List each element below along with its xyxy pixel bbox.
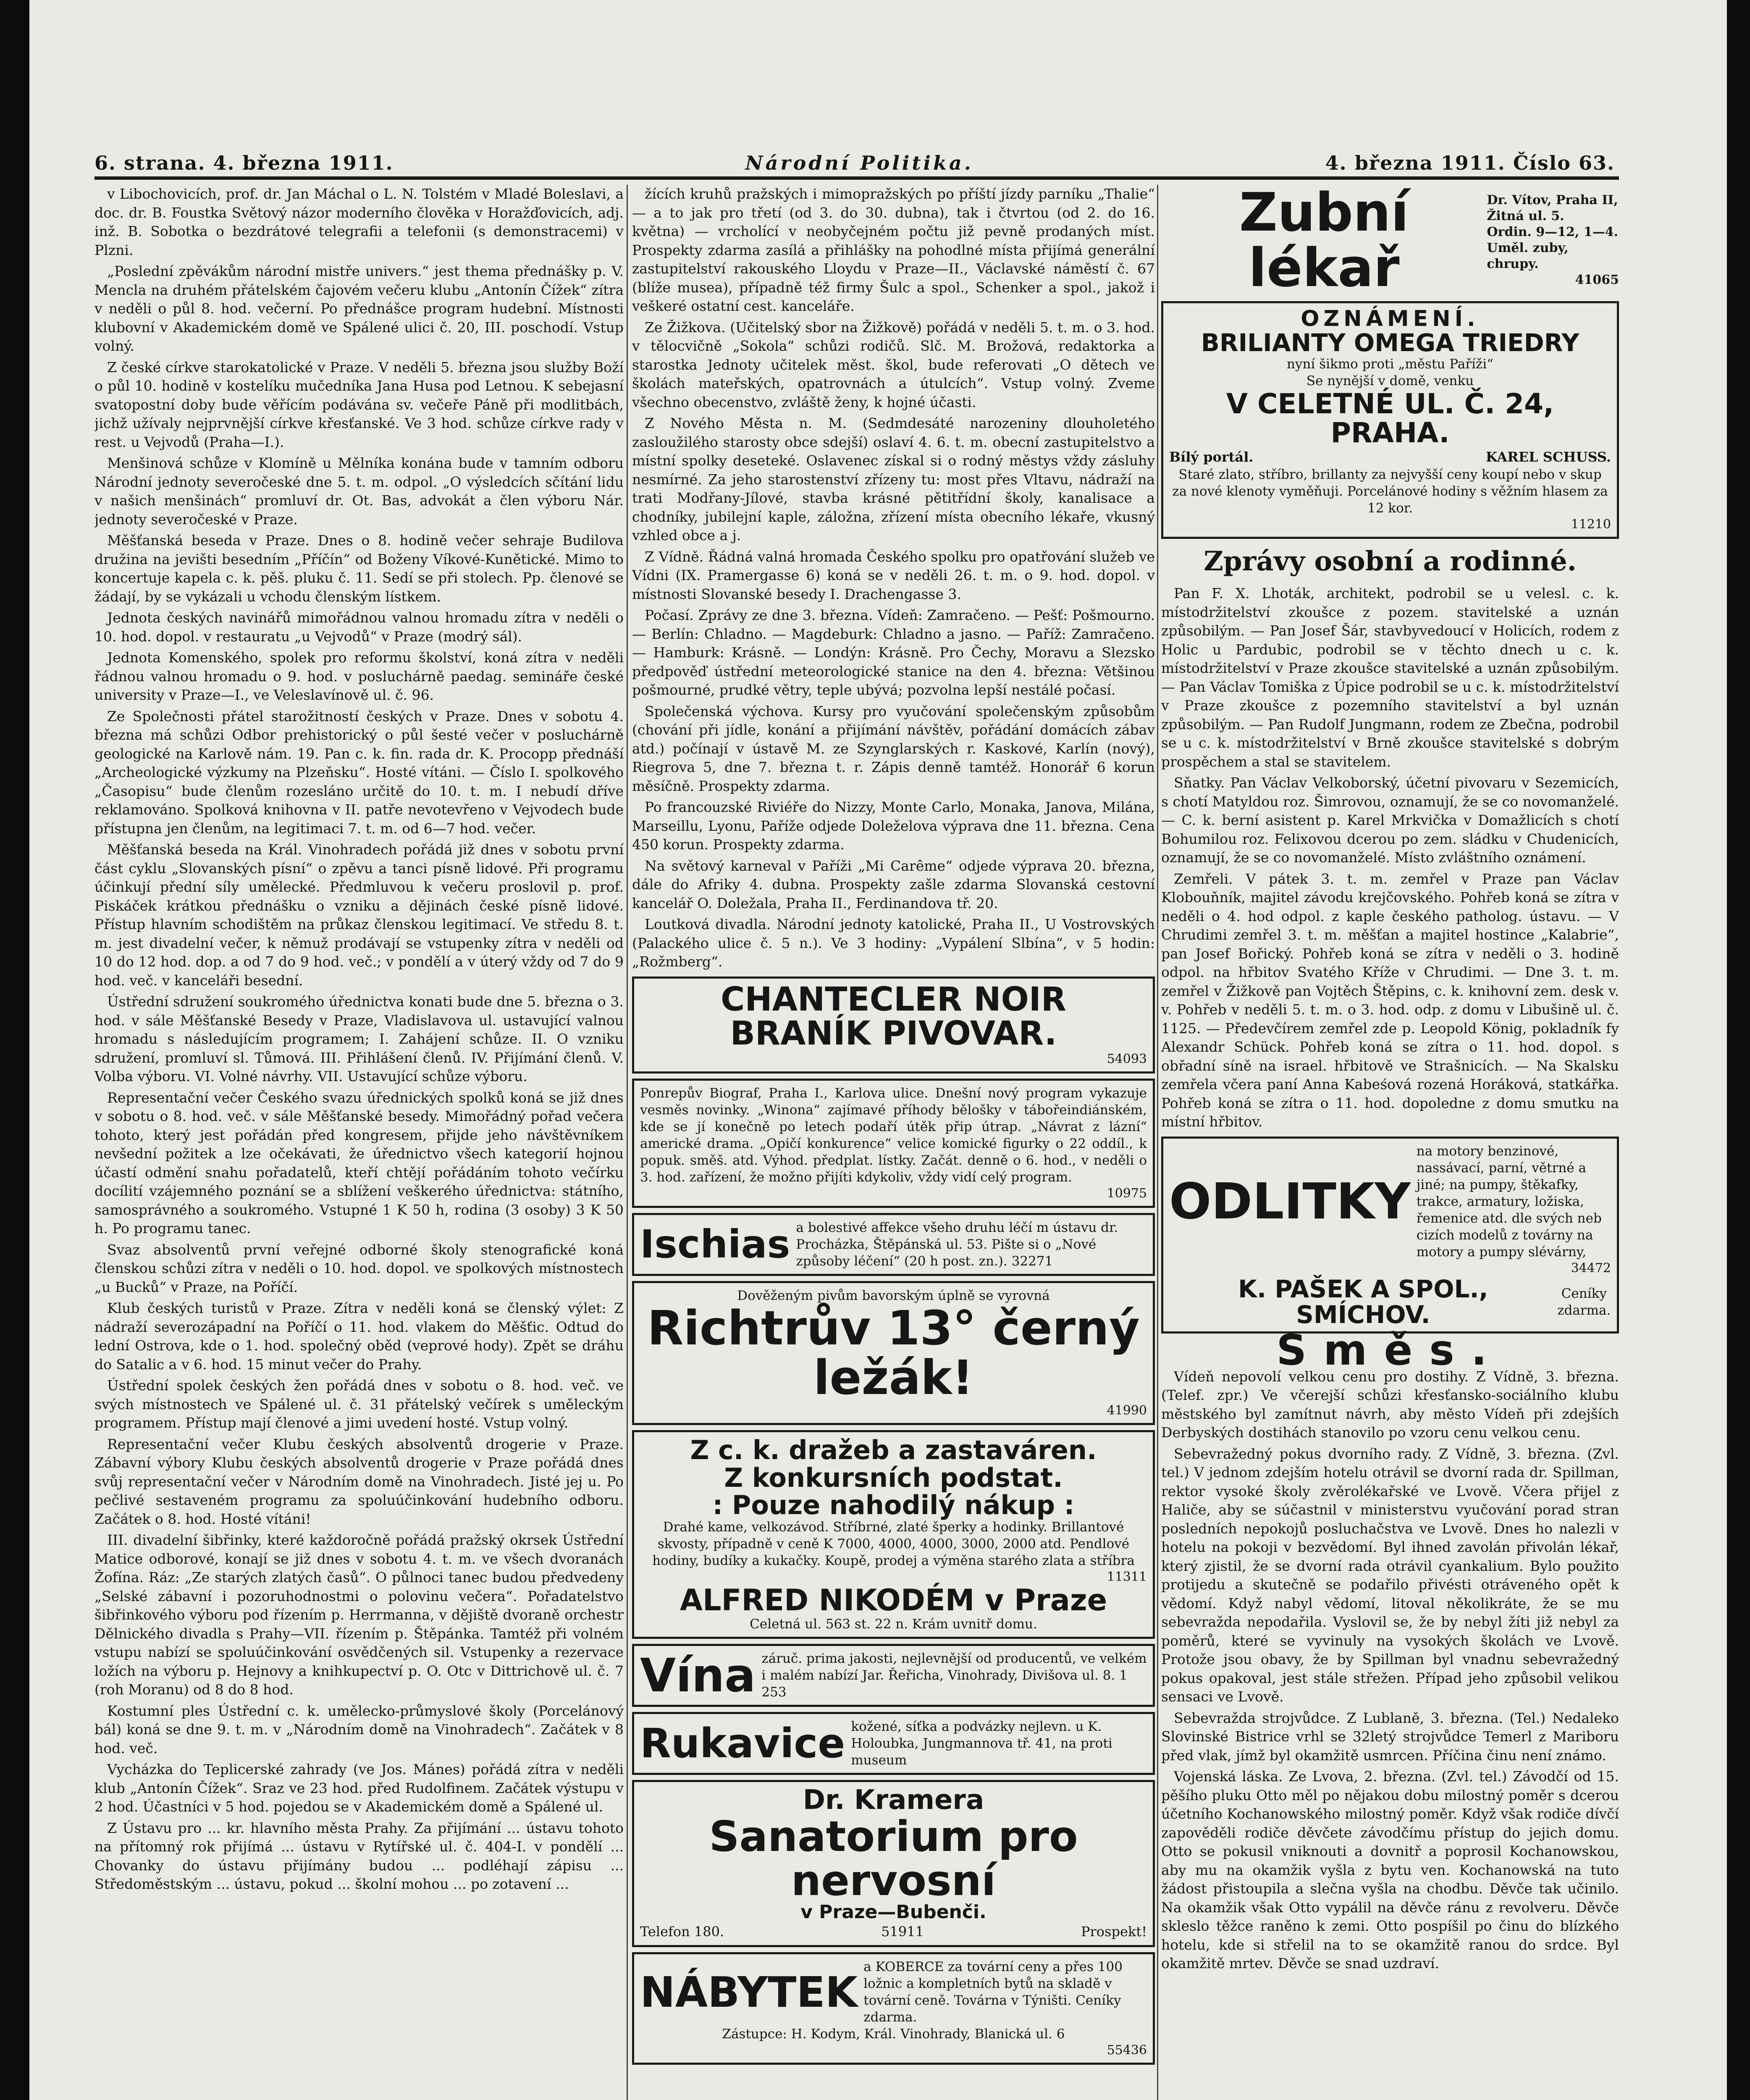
page-header	[94, 145, 1615, 174]
ad-drazba-line3: : Pouze nahodilý nákup :	[712, 1489, 1075, 1520]
ad-odlitky-text: na motory benzinové, nassávací, parní, větrné a jiné; na pumpy, štěkafky, trakce, armatury, ložiska, řemenice atd. dle svých neb cizích modelů z továrny na motory a pumpy slévárny,	[1416, 1143, 1602, 1260]
article: Vojenská láska. Ze Lvova, 2. března. (Zvl. tel.) Závodčí od 15. pěšího pluku Otto měl po nějakou dobu milostný poměr s dcerou účetního Kochanowského milostný poměr. Když však rodiče dívčí zapověděli rodiče děvčete závodčímu přístup do jejich domu. Otto se pokusil vniknouti a dovnitř a poprosil Kochanowskou, aby mu na okamžik vyšla z bytu ven. Kochanowská na tuto žádost přistoupila a slečna vyšla na chodbu. Děvče tak učinilo. Na okamžik však Otto vypálil na děvče ránu z revolveru. Děvče skleslo těžce raněno k zemi. Otto pospíšil po činu do blízkého hotelu, kde si střelil na to se okamžitě ranou do srdce. Byl okamžitě mrtev. Děvče se snad uzdraví.	[1161, 1768, 1619, 1972]
ad-kramer-footer	[640, 1922, 1147, 1941]
ad-biograf-text: Ponrepův Biograf, Praha I., Karlova ulice. Dnešní nový program vykazuje vesměs novinky. „Winona“ zajímavé příhody bělošky v tábořeindiánském, kde se jí konečně po letech podaří útěk přip útrap. „Návrat z lázní“ americké drama. „Opičí konkurence“ velice komické figurky o 22 oddíl., k popuk. směš. atd. Výhod. předplat. lístky. Začát. denně o 6. hod., v neděli o 3. hod. zařízení, že možno přijíti kdykoliv, vždy vidí celý program.	[640, 1086, 1147, 1185]
article: Z Nového Města n. M. (Sedmdesáté narozeniny dlouholetého zasloužilého starosty obce sdejší) oslaví 4. 6. t. m. obecní zastupitelstvo a místní spolky deseteké. Oslavenec získal si o rodný městys vždy zásluhy nesmírné. Za jeho starostenství zřízeny tu: most přes Vltavu, nádraží na trati Modřany-Jílové, stavba krásné pětitřídní školy, kanalisace a chodníky, jubilejní kaple, záložna, zřízení místa obecního lékaře, vkusný vzhled obce a j.	[632, 415, 1155, 543]
column-middle	[632, 185, 1155, 2100]
ad-oznameni-line4: V CELETNÉ UL. Č. 24, PRAHA.	[1226, 388, 1554, 449]
ad-oznameni-title: OZNÁMENÍ.	[1301, 306, 1480, 331]
scan-edge-right	[1727, 0, 1750, 2100]
ad-code: 11311	[1107, 1569, 1147, 1584]
ad-richtr-main: Richtrův 13° černý ležák!	[647, 1301, 1140, 1405]
ad-nabytek-address: Zástupce: H. Kodym, Král. Vinohrady, Blanická ul. 6	[722, 2026, 1065, 2042]
article: Společenská výchova. Kursy pro vyučování společenským způsobům (chování při jídle, konání a přijímání návštěv, pořádání domácích zábav atd.) počínají v ústavě M. ze Szynglarských r. Kaskové, Karlín (nový), Riegrova 5, dne 7. března t. r. Zápis denně tamtéž. Honorář 6 korun měsíčně. Prospekty zdarma.	[632, 703, 1155, 794]
article: v Libochovicích, prof. dr. Jan Máchal o L. N. Tolstém v Mladé Boleslavi, a doc. dr. B. Foustka Světový názor moderního člověka v Horažďovicích, adj. inž. B. Sobotka o bezdrátové telegrafii a telefonii (s demonstracemi) v Plzni.	[94, 186, 624, 258]
ad-biograf	[632, 1079, 1155, 1208]
ad-oznameni-line2: nyní šikmo proti „městu Paříži“	[1286, 357, 1494, 372]
ad-ischias	[632, 1213, 1155, 1276]
ad-chantecler-line2: BRANÍK PIVOVAR.	[730, 1015, 1057, 1053]
ad-odlitky-row	[1169, 1143, 1611, 1260]
ad-code: 41990	[1107, 1403, 1147, 1418]
ad-drazba-text: Drahé kame, velkozávod. Stříbrné, zlaté šperky a hodinky. Brillantové skvosty, případně v ceně K 7000, 4000, 4000, 3000, 2000 atd. Pendlové hodiny, budíky a kukačky. Koupě, prodej a výměna starého zlata a stříbra	[652, 1519, 1135, 1568]
ad-zubni-main: Zubní lékař	[1239, 185, 1409, 296]
header-left: 6. strana. 4. března 1911.	[94, 152, 394, 174]
ad-vina-word: Vína	[640, 1648, 756, 1702]
ad-nabytek	[632, 1952, 1155, 2065]
article: Měšťanská beseda na Král. Vinohradech pořádá již dnes v sobotu první část cyklu „Slovanských písní“ o zpěvu a tanci písně lidové. Při programu účinkují přední síly umělecké. Předmluvou k večeru proslovil p. prof. Piskáček krátkou přednášku o vzniku a dějinách české písně lidové. Přístup hlavním schodištěm na průkaz členskou legitimací. Ve středu 8. t. m. jest divadelní večer, k němuž prodávají se vstupenky zítra v neděli od 10 do 12 hod. dop. a od 7 do 9 hod. več.; v pondělí a v úterý vždy od 7 do 9 hod. več. v kanceláři besední.	[94, 841, 624, 989]
article: Ústřední sdružení soukromého úřednictva konati bude dne 5. března o 3. hod. v sále Měšťanské Besedy v Praze, Vladislavova ul. ustavující valnou hromadu s následujícím programem; I. Zahájení schůze. II. O vzniku sdružení, promluví sl. Tůmová. III. Přihlášení členů. IV. Přijímání členů. V. Volba výboru. VI. Volné návrhy. VII. Ustavující schůze výboru.	[94, 993, 624, 1084]
ad-code: 41065	[1575, 273, 1619, 288]
article: Sňatky. Pan Václav Velkoborský, účetní pivovaru v Sezemicích, s chotí Matyldou roz. Šimrovou, oznamují, že se co novomanželé. — C. k. berní asistent p. Karel Mrkvička v Domažlicích s chotí Bohumilou roz. Felixovou dcerou po zem. sládku v Chudenicích, oznamují, že se co novomanželé. Místo zvláštního oznámení.	[1161, 774, 1619, 866]
ad-zubni-lekar	[1161, 185, 1619, 296]
column-divider-1	[627, 185, 628, 2100]
ad-code: 34472	[1571, 1260, 1611, 1276]
article: Na světový karneval v Paříži „Mi Carême“ odjede výprava 20. března, dále do Afriky 4. dubna. Prospekty zašle zdarma Slovanská cestovní kancelář O. Doležala, Praha II., Ferdinandova tř. 20.	[632, 857, 1155, 911]
ad-rukavice-word: Rukavice	[640, 1719, 845, 1767]
ad-odlitky	[1161, 1137, 1619, 1334]
section-title-smes: Směs.	[1276, 1326, 1504, 1375]
ad-rukavice	[632, 1712, 1155, 1775]
ad-ischias-text: a bolestivé affekce všeho druhu léčí m ústavu dr. Procházka, Štěpánská ul. 53. Pište si o „Nové způsoby léčení“ (20 h post. zn.). 32271	[796, 1220, 1118, 1269]
ad-kramer-phone: Telefon 180.	[640, 1923, 724, 1940]
ad-kramer-main: Sanatorium pro nervosní	[709, 1812, 1078, 1906]
ad-code: 55436	[1107, 2043, 1147, 2058]
ad-code: 54093	[1107, 1052, 1147, 1067]
article: Počasí. Zprávy ze dne 3. března. Vídeň: Zamračeno. — Pešť: Pošmourno. — Berlín: Chladno. — Magdeburk: Chladno a jasno. — Paříž: Zamračeno. — Hamburk: Krásně. — Londýn: Krásně. Pro Čechy, Moravu a Slezsko předpověď ústřední meteorologické stanice na den 4. března: Většinou pošmourné, prudké větry, teple ubývá; pozvolna lepší nestálé počasí.	[632, 607, 1155, 698]
ad-drazba	[632, 1430, 1155, 1639]
ad-kramer	[632, 1780, 1155, 1947]
ad-richtr-top: Dověženým pivům bavorským úplně se vyrovná	[737, 1288, 1050, 1304]
article: Pan F. X. Lhoták, architekt, podrobil se u velesl. c. k. místodržitelství zkoušce z pozem. stavitelské a uznán způsobilým. — Pan Josef Šár, stavbyvedoucí v Holicích, rodem z Holic u Pardubic, podrobil se v těchto dnech u c. k. místodržitelství v Praze zkoušce stavitelské a uznán způsobilým. — Pan Václav Tomiška z Úpice podrobil se u c. k. místodržitelství v Praze zkoušce z pozemního stavitelství a byl uznán způsobilým. — Pan Rudolf Jungmann, rodem ze Zbečna, podrobil se u c. k. místodržitelství v Brně zkoušce stavitelské s dobrým prospěchem a stal se stavitelem.	[1161, 585, 1619, 770]
ad-zubni-side2: Žitná ul. 5.	[1487, 209, 1564, 224]
article: Jednota českých navinářů mimořádnou valnou hromadu zítra v neděli o 10. hod. dopol. v restauratu „u Vejvodů“ v Praze (modrý sál).	[94, 609, 624, 645]
ad-pasek-side: Ceníky zdarma.	[1557, 1286, 1611, 1318]
ad-nabytek-row	[640, 1958, 1147, 2026]
ad-richtr	[632, 1281, 1155, 1425]
ad-code: 51911	[881, 1923, 924, 1940]
article: Po francouzské Riviéře do Nizzy, Monte Carlo, Monaka, Janova, Milána, Marseillu, Lyonu, Paříže odjede Doleželova výprava dne 11. března. Cena 450 korun. Prospekty zdarma.	[632, 799, 1155, 853]
ad-code: 11210	[1571, 517, 1611, 532]
article: Sebevražda strojvůdce. Z Lublaně, 3. března. (Tel.) Nedaleko Slovinské Bistrice vrhl se 32letý strojvůdce Temerl z Mariboru před vlak, jímž byl okamžitě usmrcen. Příčina činu není známo.	[1161, 1709, 1619, 1764]
article: Jednota Komenského, spolek pro reformu školství, koná zítra v neděli řádnou valnou hromadu o 9. hod. v posluchárně paedag. semináře české university v Praze—I., ve Veleslavínově ul. č. 96.	[94, 649, 624, 703]
newspaper-title: Národní Politika.	[745, 152, 973, 174]
ad-oznameni-line7: Staré zlato, stříbro, brillanty za nejvyšší ceny koupí nebo v skup za nové klenoty vyměňuji. Porcelánové hodiny s věžním hlasem za 12 kor.	[1172, 467, 1608, 516]
article: Ze Žižkova. (Učitelský sbor na Žižkově) pořádá v neděli 5. t. m. o 3. hod. v tělocvičně „Sokola“ schůzi rodičů. Slč. M. Brožová, redaktorka a starostka Jednoty učitelek měst. škol, bude referovati „O dětech ve školách mateřských, opatrovnách a útulcích“. Vstup volný. Zveme všechno obecenstvo, zvláště ženy, k hojné účasti.	[632, 319, 1155, 410]
ad-nabytek-text: a KOBERCE za tovární ceny a přes 100 ložnic a kompletních bytů na skladě v tovární ceně. Továrna v Týništi. Ceníky zdarma.	[863, 1959, 1123, 2025]
ad-kramer-prospekt: Prospekt!	[1081, 1923, 1147, 1940]
ad-alfred: ALFRED NIKODÉM v Praze	[680, 1583, 1107, 1617]
ad-oznameni-line5: Bílý portál.	[1169, 449, 1254, 465]
article: „Poslední zpěvákům národní mistře univers.“ jest thema přednášky p. V. Mencla na druhém přátelském čajovém večeru klubu „Antonín Čížek“ zítra v neděli o půl 8. hod. večerní. Po přednášce program hudební. Místnosti klubovní v Akademickém domě ve Spálené ulici č. 20, III. poschodí. Vstup volný.	[94, 263, 624, 354]
ad-oznameni-line6: KAREL SCHUSS.	[1485, 449, 1611, 465]
article: Zemřeli. V pátek 3. t. m. zemřel v Praze pan Václav Klobouňník, majitel závodu krejčovského. Pohřeb koná se zítra v neděli o 4. hod odpol. z kaple českého patholog. ústavu. — V Chrudimi zemřel 3. t. m. měšťan a majitel hostince „Kalabrie“, pan Josef Bořický. Pohřeb koná se zítra v neděli o 3. hodině odpol. na hřbitov Svatého Kříže v Chrudimi. — Dne 3. t. m. zemřel v Žižkově pan Vojtěch Štěpins, c. k. knihovní zem. desk v. v. Pohřeb v neděli 5. t. m. o 3. hod. odp. z domu v Libušině ul. č. 1125. — Předevčírem zemřel zde p. Leopold König, pokladník fy Alexandr Schück. Pohřeb koná se zítra o 11. hod. dopol. s obřadní síně na israel. hřbitově ve Strašnicích. — Na Skalsku zemřela včera paní Anna Kabeśová rozená Horáková, statkářka. Pohřeb koná se zítra o 11. hod. dopoledne z domu smutku na místní hřbitov.	[1161, 870, 1619, 1130]
article: Svaz absolventů první veřejné odborné školy stenografické koná členskou schůzi zítra v neděli o 10. hod. dopol. ve spolkových místnostech „u Bucků“ v Praze, na Poříčí.	[94, 1241, 624, 1295]
ad-zubni-side4: Uměl. zuby, chrupy.	[1487, 241, 1569, 272]
ad-nabytek-word: NÁBYTEK	[640, 1967, 858, 2017]
ad-code: 10975	[1107, 1186, 1147, 1201]
ad-odlitky-word: ODLITKY	[1169, 1172, 1411, 1230]
article: Loutková divadla. Národní jednoty katolické, Praha II., U Vostrovských (Palackého ulice č. 5 n.). Ve 3 hodiny: „Vypálení Slbína“, v 5 hodin: „Rožmberg“.	[632, 916, 1155, 970]
article: Kostumní ples Ústřední c. k. umělecko-průmyslové školy (Porcelánový bál) koná se dne 9. t. m. v „Národním domě na Vinohradech“. Začátek v 8 hod. več.	[94, 1702, 624, 1756]
article: Z Ústavu pro ... kr. hlavního města Prahy. Za přijímání ... ústavu tohoto na přítomný rok přijímá ... ústavu v Rytířské ul. č. 404-I. v pondělí ... Chovanky do ústavu přijímány budou ... podléhají zápisu ... Středoměstským ... ústavu, pokud ... školní mohou ... po zotavení ...	[94, 1819, 624, 1892]
ad-kramer-name: Dr. Kramera	[803, 1785, 984, 1816]
article: Representační večer Klubu českých absolventů drogerie v Praze. Zábavní výbory Klubu českých absolventů drogerie v Praze pořádá dnes svůj representační večer v Národním domě na Vinohradech. Jisté jej u. Po pečlivé sestaveném programu za spoluúčinkování hudebního odboru. Začátek o 8. hod. Hosté vítáni!	[94, 1436, 624, 1527]
ad-zubni-side	[1487, 192, 1619, 288]
article: Měšťanská beseda v Praze. Dnes o 8. hodině večer sehraje Budilova družina na jevišti besedním „Příčín“ od Boženy Víkové-Kunětické. Mimo to koncertuje kapela c. k. pěš. pluku č. 11. Sedí se při stolech. Pp. členové se žádají, by se vykázali u vchodu členským lístkem.	[94, 532, 624, 605]
article: Representační večer Českého svazu úřednických spolků koná se již dnes v sobotu o 8. hod. več. v sále Měšťanské besedy. Mimořádný pořad večera tohoto, který jest pořádán před kongresem, přijde jeho návštěvníkem nevšední požitek a lze očekávati, že úřednictvo všech kategorií hojnou účastí odmění snahu pořadatelů, kteří chtějí pořádáním tohoto večírku docílití vzájemného poznání se a sblížení veškerého úřednictva: státního, samosprávného a soukromého. Vstupné 1 K 50 h, rodina (3 osoby) 3 K 50 h. Po programu tanec.	[94, 1089, 624, 1236]
ad-zubni-side1: Dr. Vítov, Praha II,	[1487, 193, 1618, 208]
ad-oznameni	[1161, 301, 1619, 539]
ad-ischias-word: Ischias	[640, 1221, 790, 1267]
article: Ze Společnosti přátel starožitností českých v Praze. Dnes v sobotu 4. března má schůzi Odbor prehistorický o půl šesté večer v posluchárně geologické na Karlově nám. 19. Pan c. k. fin. rada dr. K. Procopp přednáší „Archeologické výzkumy na Plzeňsku“. Hosté vítáni. — Číslo I. spolkového „Časopisu“ bude členům rozesláno určitě do 10. t. m. I nebudí dříve reklamováno. Spolková knihovna v II. patře nevotevřeno v Vejvodech bude přístupna jen členům, na legitimaci 7. t. m. od 6—7 hod. večer.	[94, 708, 624, 837]
section-title-zpravy: Zprávy osobní a rodinné.	[1204, 546, 1577, 578]
ad-kramer-location: v Praze—Bubenči.	[800, 1901, 987, 1923]
ad-zubni-side3: Ordin. 9—12, 1—4.	[1487, 225, 1619, 240]
ad-oznameni-line3: Se nynější v domě, venku	[1306, 373, 1474, 389]
header-right: 4. března 1911. Číslo 63.	[1325, 152, 1615, 174]
ad-oznameni-line1: BRILIANTY OMEGA TRIEDRY	[1201, 328, 1579, 357]
ad-oznameni-row	[1169, 448, 1611, 467]
article: Klub českých turistů v Praze. Zítra v neděli koná se členský výlet: Z nádraží severozápadní na Poříčí o 11. hod. vlakem do Měšťic. Odtud do lední Ostrova, kde o 1. hod. společný oběd (veprové hody). Zpět se dráhu do Satalic a v 6. hod. 15 minut večer do Prahy.	[94, 1300, 624, 1373]
ad-chantecler-line1: CHANTECLER NOIR	[721, 980, 1066, 1018]
header-rule	[94, 176, 1619, 180]
article: Sebevražedný pokus dvorního rady. Z Vídně, 3. března. (Zvl. tel.) V jednom zdejším hotelu otrávil se dvorní rada dr. Spillman, rektor vysoké školy zvěrolékařské ve Lvově. Včera přijel z Haliče, aby se súčastnil v ministerstvu vyučování porad stran posledních nepokojů posluchačstva ve Lvově. Dnes ho nalezli v hotelu na pokoji v bezvědomí. Byl ihned zavolán přivolán lékař, který zjistil, že se dvorní rada otrávil cyankalium. Bylo použito protijedu a skutečně se podařilo přivésti otráveného opět k vědomí. Když nabyl vědomí, litoval několikráte, že se mu sebevražda nepodařila. Vyslovil se, že by nebyl žíti již nebyl za poměrů, které se vyvinuly na vysokých školách ve Lvově. Protože jsou obavy, že by Spillman byl vnadnu sebevražedný pokus opakoval, jest stále střežen. Případ jeho způsobil velikou sensaci ve Lvově.	[1161, 1445, 1619, 1705]
ad-alfred-address: Celetná ul. 563 st. 22 n. Krám uvnitř domu.	[750, 1617, 1037, 1632]
column-divider-2	[1157, 185, 1158, 2100]
article: Z české církve starokatolické v Praze. V neděli 5. března jsou služby Boží o půl 10. hodině v kostelíku mučedníka Jana Husa pod Letnou. K sebejasní svatopostní doby bude věřícím podávána sv. večeře Páně při modlitbách, jichž užívaly nejprvnější církve křesťanské. Ve 3 hod. schůze církve rady v rest. u Vejvodů (Praha—I.).	[94, 359, 624, 450]
ad-pasek-row	[1169, 1276, 1611, 1328]
ad-drazba-line2: Z konkursních podstat.	[724, 1462, 1063, 1493]
article: Ústřední spolek českých žen pořádá dnes v sobotu o 8. hod. več. ve svých místnostech ve Spálené ul. č. 31 přátelský večírek s uměleckým programem. Přístup mají členové a jimi uvedení hosté. Vstup volný.	[94, 1377, 624, 1431]
ad-rukavice-text: kožené, síťka a podvázky nejlevn. u K. Holoubka, Jungmannova tř. 41, na proti museum	[851, 1719, 1112, 1768]
column-right	[1161, 185, 1619, 2100]
article: žících kruhů pražských i mimopražských po příští jízdy parníku „Thalie“ — a to jak pro třetí (od 3. do 30. dubna), tak i čtvrtou (od 2. do 16. května) — vrcholící v neobyčejném počtu již pevně prodaných míst. Prospekty zdarma zasílá a přihlášky na pohodlné místa přijímá generální zastupitelství rakouského Lloydu v Praze—II., Václavské náměstí č. 67 (blíže musea), případně též firmy Šulc a spol., Schenker a spol., jakož i veškeré ostatní cest. kanceláře.	[632, 186, 1155, 314]
ad-vina	[632, 1644, 1155, 1707]
ad-pasek: K. PAŠEK A SPOL., SMÍCHOV.	[1238, 1274, 1488, 1329]
article: Z Vídně. Řádná valná hromada Českého spolku pro opatřování služeb ve Vídni (IX. Pramergasse 6) koná se v neděli 26. t. m. o 9. hod. dopol. v místnosti Slovanské besedy I. Drachengasse 3.	[632, 548, 1155, 602]
article: Vycházka do Teplicerské zahrady (ve Jos. Mánes) pořádá zítra v neděli klub „Antonín Čížek“. Sraz ve 23 hod. před Rudolfinem. Začátek výstupu v 2 hod. Účastníci v 5 hod. pojedou se v Akademickém domě a Spálené ul.	[94, 1761, 624, 1815]
scan-edge-left	[0, 0, 29, 2100]
ad-vina-text: záruč. prima jakosti, nejlevnější od producentů, ve velkém i malém nabízí Jar. Řeřicha, Vinohrady, Divišova ul. 8. 1 253	[761, 1651, 1147, 1700]
column-left	[94, 185, 624, 2100]
article: Menšinová schůze v Klomíně u Mělníka konána bude v tamním odboru Národní jednoty severočeské dne 5. t. m. odpol. „O výsledcích sčítání lidu v našich menšinách“ promluví dr. Ot. Bas, advokát a člen výboru Nár. jednoty severočeské v Praze.	[94, 455, 624, 528]
ad-drazba-line1: Z c. k. dražeb a zastaváren.	[690, 1435, 1097, 1466]
ad-chantecler	[632, 976, 1155, 1074]
article: III. divadelní šibřinky, které každoročně pořádá pražský okrsek Ústřední Matice odborové, konají se již dnes v sobotu 4. t. m. ve všech dvoranách Žofína. Ráz: „Ze starých zlatých časů“. O půlnoci tanec budou předvedeny „Selské zábavní i pozoruhodnostmi o polovinu večera“. Pořadatelstvo šibřinkového výboru pod řízením p. Herrmanna, v dějiště dvoraně orchestr Dělnického divadla s Prahy—VII. řízením p. Štěpánka. Tamtéž při volném vstupu nabízí se spoluúčinkování osvědčených sil. Vstupenky a rezervace ložích na výboru p. Hejnovy a knihkupectví p. O. Otc v Dittrichově ul. č. 7 (roh Moranu) od 8 do 8 hod.	[94, 1532, 624, 1698]
article: Vídeň nepovolí velkou cenu pro dostihy. Z Vídně, 3. března. (Telef. zpr.) Ve včerejší schůzi křesťansko-sociálního klubu městského byl zamítnut návrh, aby město Vídeň při zdejších Derbyských dostihách stanovilo po vzoru cenu velkou cenu.	[1161, 1368, 1619, 1441]
